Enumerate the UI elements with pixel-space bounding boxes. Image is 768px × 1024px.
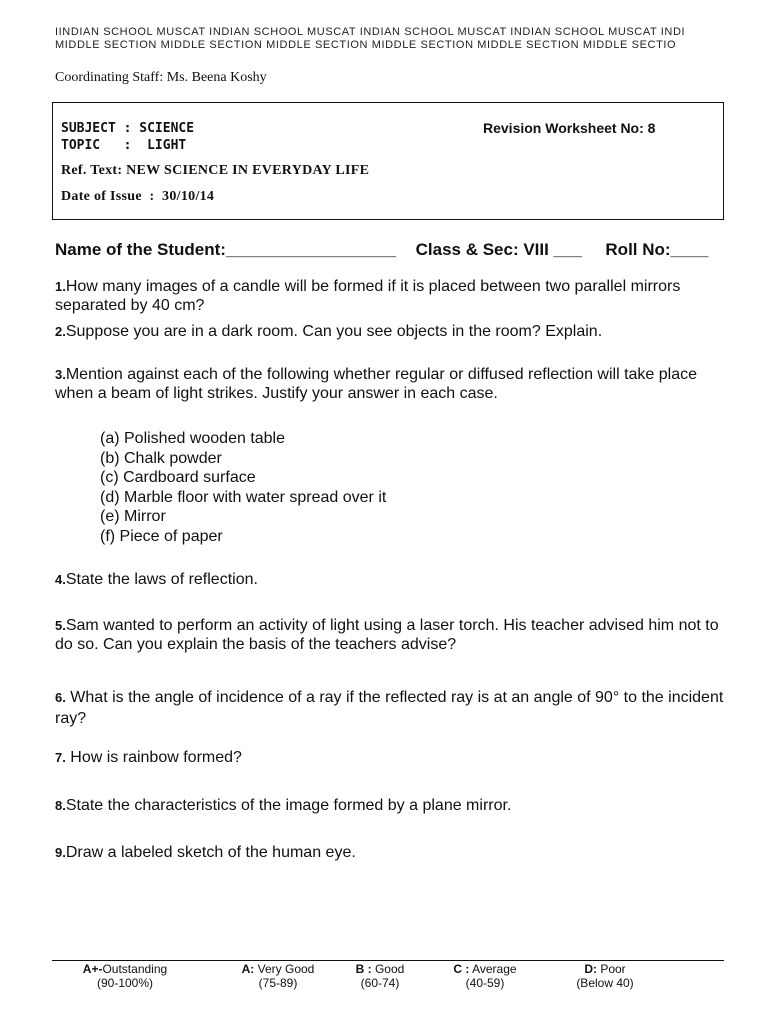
student-name-field: Name of the Student:__________________	[55, 240, 397, 259]
question-number: 1.	[55, 279, 66, 294]
question-number: 9.	[55, 845, 66, 860]
option-list	[100, 429, 386, 546]
question-6	[55, 687, 725, 729]
option-item: (a) Polished wooden table	[100, 430, 286, 447]
grade-label: Average	[469, 962, 517, 976]
grade-a	[228, 962, 328, 990]
roll-no-field: Roll No:____	[605, 240, 709, 259]
grade-label: Very Good	[254, 962, 315, 976]
question-text: Suppose you are in a dark room. Can you see objects in the room? Explain.	[65, 323, 603, 340]
footer-divider	[52, 960, 724, 961]
subject-label: SUBJECT : SCIENCE	[61, 121, 195, 136]
worksheet-number: Revision Worksheet No: 8	[483, 120, 656, 136]
option-item: (f) Piece of paper	[100, 527, 223, 545]
question-text: Mention against each of the following whether regular or diffused reflection will take place when a beam of light strikes. Justify your answer in each case.	[55, 366, 698, 402]
class-sec-field: Class & Sec: VIII ___	[415, 240, 582, 259]
question-number: 2.	[55, 324, 66, 339]
topic-label: TOPIC : LIGHT	[61, 138, 187, 153]
question-text: How many images of a candle will be formed if it is placed between two parallel mirrors separated by 40 cm?	[55, 278, 681, 314]
question-7	[55, 748, 725, 767]
question-number: 4.	[55, 572, 66, 587]
date-of-issue: Date of Issue : 30/10/14	[61, 189, 215, 204]
grade-d	[565, 962, 645, 990]
grade-label: Outstanding	[102, 962, 168, 976]
question-number: 3.	[55, 367, 66, 382]
question-number: 7.	[55, 750, 66, 765]
grade-range: (60-74)	[360, 976, 400, 990]
question-4	[55, 570, 725, 589]
grade-c	[445, 962, 525, 990]
question-5	[55, 616, 725, 654]
question-number: 8.	[55, 798, 66, 813]
grade-letter: A+-	[82, 962, 103, 976]
section-banner-line-2: MIDDLE SECTION MIDDLE SECTION MIDDLE SECTION MIDDLE SECTION MIDDLE SECTION MIDDLE SECTIO	[55, 39, 677, 51]
grade-range: (Below 40)	[576, 976, 634, 990]
reference-text: Ref. Text: NEW SCIENCE IN EVERYDAY LIFE	[61, 163, 370, 178]
grade-letter: B :	[355, 962, 372, 976]
grade-label: Good	[371, 962, 405, 976]
worksheet-info-box	[52, 102, 724, 220]
question-text: How is rainbow formed?	[65, 749, 242, 766]
option-item: (c) Cardboard surface	[100, 469, 256, 486]
grade-b	[345, 962, 415, 990]
grade-label: Poor	[596, 962, 626, 976]
option-item: (e) Mirror	[100, 508, 166, 525]
option-item: (b) Chalk powder	[100, 449, 222, 467]
question-text: State the characteristics of the image formed by a plane mirror.	[65, 797, 512, 814]
question-text: Draw a labeled sketch of the human eye.	[65, 844, 356, 861]
coordinating-staff: Coordinating Staff: Ms. Beena Koshy	[55, 70, 267, 85]
grade-letter: C :	[453, 962, 470, 976]
question-text: Sam wanted to perform an activity of light using a laser torch. His teacher advised him not to do so. Can you explain the basis of the teachers advise?	[55, 617, 719, 653]
grade-letter: D:	[584, 962, 597, 976]
question-9	[55, 843, 725, 862]
question-1	[55, 277, 725, 315]
grade-range: (90-100%)	[96, 976, 154, 990]
question-8	[55, 796, 725, 815]
question-text: State the laws of reflection.	[65, 571, 258, 588]
grade-range: (75-89)	[258, 976, 298, 990]
grade-a-plus	[70, 962, 180, 990]
grade-letter: A:	[241, 962, 255, 976]
question-number: 6.	[55, 690, 66, 705]
student-details-row	[55, 240, 708, 260]
option-item: (d) Marble floor with water spread over it	[100, 488, 387, 506]
question-number: 5.	[55, 618, 66, 633]
question-3	[55, 365, 725, 403]
school-banner-line-1: IINDIAN SCHOOL MUSCAT INDIAN SCHOOL MUSCAT INDIAN SCHOOL MUSCAT INDIAN SCHOOL MUSCAT INDI	[55, 26, 686, 38]
grade-range: (40-59)	[465, 976, 505, 990]
question-text: What is the angle of incidence of a ray if the reflected ray is at an angle of 90° to the incident ray?	[55, 689, 724, 727]
question-2	[55, 322, 725, 341]
